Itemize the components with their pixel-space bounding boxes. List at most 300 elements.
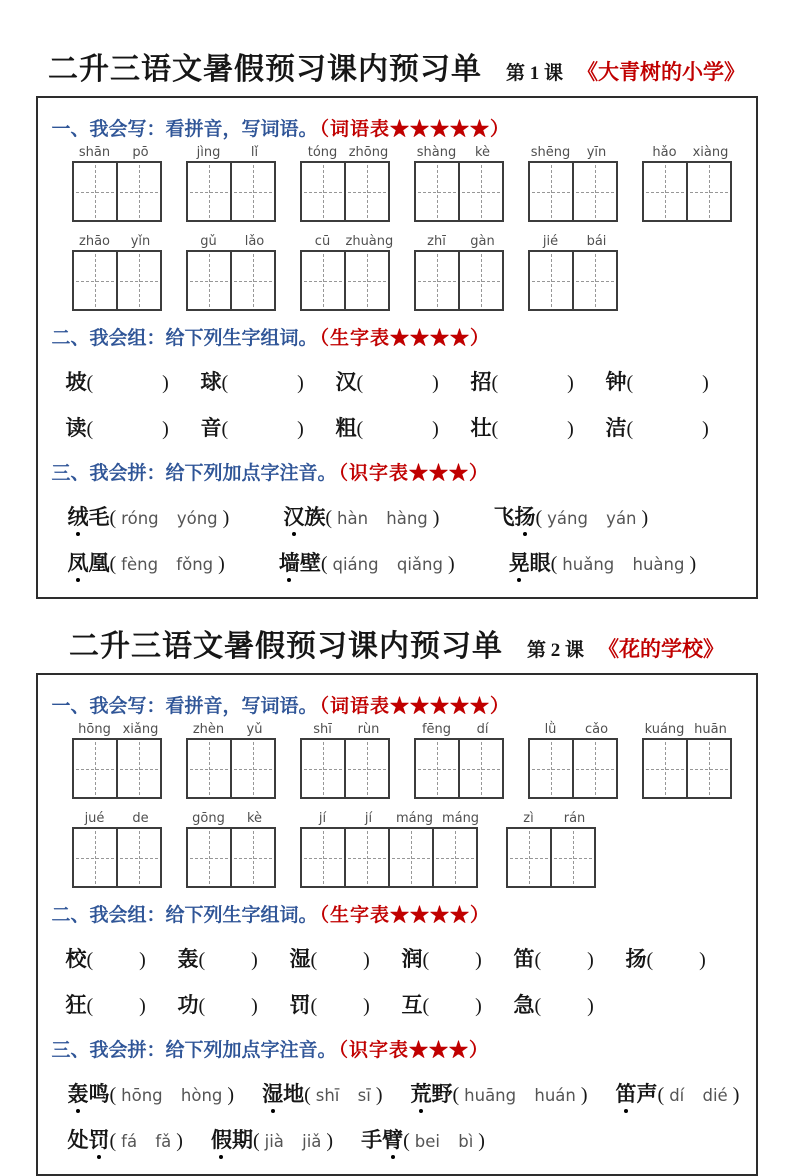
- pinyin-syllable-label: shān: [78, 145, 111, 160]
- hanzi-char: 音: [200, 416, 222, 440]
- writing-square[interactable]: [230, 738, 276, 799]
- hanzi-char: 眼: [529, 551, 551, 575]
- writing-square-grid: [72, 250, 164, 311]
- open-paren: (: [109, 553, 117, 575]
- answer-blank[interactable]: [205, 964, 251, 966]
- pinyin-labels: [186, 811, 278, 826]
- pinyin-labels: [186, 722, 278, 737]
- pinyin-word-group: [72, 722, 164, 799]
- writing-square[interactable]: [572, 250, 618, 311]
- close-paren: ): [176, 1130, 183, 1152]
- answer-blank[interactable]: [541, 964, 587, 966]
- hanzi-char: 校: [65, 947, 87, 971]
- worksheet-box: [36, 673, 758, 1176]
- writing-square[interactable]: [432, 827, 478, 888]
- pinyin-word-group: [72, 234, 164, 311]
- pinyin-syllable-label: cǎo: [584, 722, 609, 737]
- pinyin-labels: [642, 722, 734, 737]
- writing-square-grid: [528, 738, 620, 799]
- vocab-item: [471, 412, 606, 442]
- pinyin-word-group: [72, 145, 164, 222]
- answer-blank[interactable]: [363, 433, 432, 435]
- vocab-item: [471, 366, 606, 396]
- annotation-word: [211, 1128, 253, 1152]
- vocab-item: [201, 366, 336, 396]
- pinyin-writing-area: [52, 145, 742, 311]
- close-paren: ): [222, 507, 230, 529]
- pinyin-word-group: [642, 145, 734, 222]
- pinyin-options[interactable]: huǎng huàng: [562, 555, 685, 574]
- writing-square[interactable]: [506, 827, 552, 888]
- vocab-row: [52, 366, 742, 396]
- pinyin-syllable-label: lǐ: [250, 145, 259, 160]
- close-paren: ): [732, 1084, 740, 1106]
- pinyin-labels: [72, 234, 164, 249]
- hanzi-char: 笛: [513, 947, 535, 971]
- vocab-item: [66, 943, 178, 973]
- hanzi-char: 罚: [289, 993, 311, 1017]
- writing-square-grid: [414, 161, 506, 222]
- open-paren: (: [320, 553, 328, 575]
- pinyin-word-group: [528, 722, 620, 799]
- annotation-word: [262, 1082, 304, 1106]
- hanzi-char: 读: [65, 416, 87, 440]
- pinyin-syllable-label: hǎo: [652, 145, 677, 160]
- pinyin-word-group: [642, 722, 734, 799]
- close-paren: ): [363, 995, 370, 1017]
- answer-blank[interactable]: [653, 964, 699, 966]
- hanzi-char: 功: [177, 993, 199, 1017]
- close-paren: ): [326, 1130, 334, 1152]
- close-paren: ): [251, 949, 258, 971]
- pinyin-word-group: [186, 811, 278, 888]
- pinyin-syllable-label: gǔ: [200, 234, 217, 249]
- writing-square[interactable]: [572, 738, 618, 799]
- vocab-area: [52, 366, 742, 442]
- dotted-char: 晃: [509, 547, 530, 577]
- annotation-item: [211, 1124, 333, 1154]
- pinyin-box-row: [52, 145, 742, 222]
- open-paren: (: [109, 1130, 117, 1152]
- writing-square[interactable]: [72, 161, 118, 222]
- pinyin-labels: [72, 811, 164, 826]
- dotted-char: 罚: [89, 1124, 110, 1154]
- writing-square[interactable]: [344, 250, 390, 311]
- open-paren: (: [534, 949, 542, 971]
- vocab-item: [201, 412, 336, 442]
- writing-square[interactable]: [116, 827, 162, 888]
- pinyin-word-group: [72, 811, 164, 888]
- writing-square[interactable]: [686, 738, 732, 799]
- dotted-char: 笛: [616, 1078, 637, 1108]
- close-paren: ): [139, 949, 146, 971]
- writing-square-grid: [72, 161, 164, 222]
- writing-square-grid: [72, 738, 164, 799]
- open-paren: (: [198, 995, 206, 1017]
- lesson-book-title: 《花的学校》: [598, 637, 724, 661]
- answer-blank[interactable]: [317, 964, 363, 966]
- section-group-header: [52, 323, 742, 350]
- dotted-char: 墙: [279, 547, 300, 577]
- hanzi-char: 毛: [88, 505, 110, 529]
- pinyin-word-group: [300, 234, 392, 311]
- vocab-item: [336, 412, 471, 442]
- writing-square[interactable]: [72, 250, 118, 311]
- vocab-item: [66, 366, 201, 396]
- annotation-item: [361, 1124, 485, 1154]
- writing-square[interactable]: [230, 250, 276, 311]
- section-header-text: 一、我会写：看拼音，写词语。: [51, 696, 318, 717]
- dotted-char: 臂: [382, 1124, 403, 1154]
- pinyin-labels: [528, 145, 620, 160]
- writing-square-grid: [186, 738, 278, 799]
- open-paren: (: [221, 372, 229, 394]
- writing-square[interactable]: [550, 827, 596, 888]
- close-paren: ): [702, 418, 709, 440]
- hanzi-char: 野: [431, 1082, 453, 1106]
- pinyin-labels: [506, 811, 598, 826]
- writing-square-grid: [300, 250, 392, 311]
- writing-square[interactable]: [186, 827, 232, 888]
- vocab-row: [52, 412, 742, 442]
- writing-square[interactable]: [642, 738, 688, 799]
- pinyin-syllable-label: shī: [313, 722, 332, 737]
- writing-square[interactable]: [186, 250, 232, 311]
- hanzi-char: 期: [231, 1128, 253, 1152]
- open-paren: (: [626, 372, 634, 394]
- vocab-item: [290, 943, 402, 973]
- close-paren: ): [363, 949, 370, 971]
- open-paren: (: [198, 949, 206, 971]
- writing-square[interactable]: [686, 161, 732, 222]
- annotation-word: [509, 551, 551, 575]
- dotted-char: 凤: [68, 547, 89, 577]
- hanzi-char: 钟: [605, 370, 627, 394]
- annotation-item: [279, 547, 455, 577]
- lesson-book-title: 《大青树的小学》: [577, 60, 745, 84]
- pinyin-syllable-label: lǜ: [544, 722, 557, 737]
- writing-square[interactable]: [344, 161, 390, 222]
- writing-square[interactable]: [458, 738, 504, 799]
- answer-blank[interactable]: [228, 433, 297, 435]
- open-paren: (: [310, 949, 318, 971]
- worksheet-lesson-1: [0, 44, 793, 599]
- close-paren: ): [251, 995, 258, 1017]
- writing-square[interactable]: [414, 738, 460, 799]
- writing-square[interactable]: [300, 738, 346, 799]
- close-paren: ): [432, 372, 439, 394]
- pinyin-syllable-label: jué: [84, 811, 105, 826]
- pinyin-labels: [528, 722, 620, 737]
- vocab-item: [606, 412, 741, 442]
- writing-square-grid: [414, 250, 506, 311]
- answer-blank[interactable]: [498, 433, 567, 435]
- annotation-item: [68, 501, 230, 531]
- pinyin-box-row: [52, 234, 742, 311]
- writing-square[interactable]: [116, 738, 162, 799]
- pinyin-options[interactable]: shī sī: [315, 1086, 371, 1105]
- annotation-word: [68, 505, 110, 529]
- dotted-char: 绒: [68, 501, 89, 531]
- section-header-tag: （生字表★★★★）: [319, 328, 491, 349]
- close-paren: ): [218, 553, 225, 575]
- main-title: 二升三语文暑假预习课内预习单: [68, 630, 503, 663]
- pinyin-syllable-label: dí: [476, 722, 489, 737]
- writing-square[interactable]: [344, 827, 390, 888]
- pinyin-syllable-label: zì: [523, 811, 534, 826]
- close-paren: ): [162, 372, 169, 394]
- dotted-char: 轰: [68, 1078, 89, 1108]
- pinyin-labels: [72, 145, 164, 160]
- main-title: 二升三语文暑假预习课内预习单: [47, 53, 482, 86]
- pinyin-options[interactable]: fá fǎ: [121, 1132, 172, 1151]
- writing-square[interactable]: [572, 161, 618, 222]
- hanzi-char: 凰: [88, 551, 110, 575]
- hanzi-char: 招: [470, 370, 492, 394]
- answer-blank[interactable]: [429, 1010, 475, 1012]
- vocab-item: [336, 366, 471, 396]
- pinyin-syllable-label: xiàng: [692, 145, 729, 160]
- vocab-item: [178, 943, 290, 973]
- pinyin-syllable-label: xiǎng: [122, 722, 159, 737]
- annotation-item: [68, 547, 225, 577]
- vocab-item: [66, 989, 178, 1019]
- open-paren: (: [550, 553, 558, 575]
- section-header-tag: （词语表★★★★★）: [319, 119, 511, 140]
- pinyin-word-group: [300, 811, 484, 888]
- pinyin-syllable-label: rán: [563, 811, 586, 826]
- open-paren: (: [109, 507, 117, 529]
- writing-square[interactable]: [230, 827, 276, 888]
- open-paren: (: [221, 418, 229, 440]
- close-paren: ): [478, 1130, 485, 1152]
- answer-blank[interactable]: [205, 1010, 251, 1012]
- writing-square[interactable]: [116, 250, 162, 311]
- vocab-item: [290, 989, 402, 1019]
- pinyin-syllable-label: máng: [395, 811, 434, 826]
- pinyin-syllable-label: zhāo: [79, 234, 110, 249]
- annotation-word: [68, 551, 110, 575]
- pinyin-syllable-label: shàng: [416, 145, 457, 160]
- open-paren: (: [109, 1084, 117, 1106]
- open-paren: (: [646, 949, 654, 971]
- hanzi-char: 壮: [470, 416, 492, 440]
- pinyin-syllable-label: lǎo: [244, 234, 265, 249]
- pinyin-syllable-label: kè: [246, 811, 263, 826]
- pinyin-options[interactable]: róng yóng: [121, 509, 218, 528]
- close-paren: ): [475, 995, 482, 1017]
- hanzi-char: 鸣: [88, 1082, 110, 1106]
- pinyin-labels: [414, 722, 506, 737]
- pinyin-syllable-label: kuáng: [644, 722, 685, 737]
- answer-blank[interactable]: [93, 964, 139, 966]
- writing-square[interactable]: [116, 161, 162, 222]
- annotation-row: [52, 1078, 742, 1108]
- pinyin-syllable-label: zhuàng: [345, 234, 394, 249]
- answer-blank[interactable]: [317, 1010, 363, 1012]
- section-header-text: 一、我会写：看拼音，写词语。: [51, 119, 318, 140]
- pinyin-syllable-label: cū: [314, 234, 331, 249]
- writing-square[interactable]: [300, 250, 346, 311]
- answer-blank[interactable]: [93, 1010, 139, 1012]
- pinyin-syllable-label: hōng: [78, 722, 111, 737]
- writing-square[interactable]: [300, 827, 346, 888]
- vocab-item: [178, 989, 290, 1019]
- pinyin-syllable-label: jí: [364, 811, 373, 826]
- writing-square[interactable]: [528, 738, 574, 799]
- annotation-word: [279, 551, 321, 575]
- section-header-text: 三、我会拼：给下列加点字注音。: [51, 463, 337, 484]
- open-paren: (: [403, 1130, 410, 1152]
- pinyin-options[interactable]: bei bì: [414, 1132, 474, 1151]
- pinyin-options[interactable]: jià jiǎ: [264, 1132, 322, 1151]
- open-paren: (: [422, 995, 430, 1017]
- annotation-item: [410, 1078, 587, 1108]
- pinyin-syllable-label: kè: [474, 145, 491, 160]
- answer-blank[interactable]: [363, 387, 432, 389]
- pinyin-syllable-label: rùn: [357, 722, 380, 737]
- pinyin-word-group: [186, 145, 278, 222]
- writing-square[interactable]: [300, 161, 346, 222]
- open-paren: (: [491, 418, 499, 440]
- vocab-item: [402, 989, 514, 1019]
- annotation-word: [283, 505, 325, 529]
- answer-blank[interactable]: [498, 387, 567, 389]
- pinyin-syllable-label: zhī: [427, 234, 446, 249]
- section-header-tag: （识字表★★★）: [338, 463, 490, 484]
- hanzi-char: 飞: [493, 505, 515, 529]
- close-paren: ): [580, 1084, 588, 1106]
- open-paren: (: [252, 1130, 260, 1152]
- pinyin-options[interactable]: hàn hàng: [337, 509, 428, 528]
- hanzi-char: 处: [67, 1128, 89, 1152]
- open-paren: (: [356, 418, 364, 440]
- section-header-text: 二、我会组：给下列生字组词。: [51, 328, 318, 349]
- dotted-char: 扬: [514, 501, 535, 531]
- pinyin-options[interactable]: qiáng qiǎng: [332, 555, 443, 574]
- pinyin-syllable-label: jìng: [196, 145, 221, 160]
- writing-square-grid: [506, 827, 598, 888]
- annotation-row: [52, 1124, 742, 1154]
- open-paren: (: [86, 418, 94, 440]
- pinyin-labels: [72, 722, 164, 737]
- hanzi-char: 手: [361, 1128, 383, 1152]
- vocab-row: [52, 943, 742, 973]
- pinyin-options[interactable]: yáng yán: [547, 509, 637, 528]
- hanzi-char: 汉: [335, 370, 357, 394]
- pinyin-syllable-label: shēng: [530, 145, 571, 160]
- annotation-item: [493, 501, 648, 531]
- pinyin-labels: [300, 722, 392, 737]
- answer-blank[interactable]: [429, 964, 475, 966]
- answer-blank[interactable]: [633, 433, 702, 435]
- writing-square-grid: [642, 161, 734, 222]
- hanzi-char: 地: [283, 1082, 305, 1106]
- pinyin-labels: [300, 811, 484, 826]
- writing-square[interactable]: [528, 161, 574, 222]
- writing-square[interactable]: [642, 161, 688, 222]
- answer-blank[interactable]: [93, 387, 162, 389]
- writing-square-grid: [300, 827, 484, 888]
- answer-blank[interactable]: [633, 387, 702, 389]
- page-title: [0, 44, 793, 88]
- writing-square[interactable]: [72, 738, 118, 799]
- writing-square[interactable]: [344, 738, 390, 799]
- pinyin-syllable-label: yǔ: [246, 722, 263, 737]
- pinyin-syllable-label: tóng: [307, 145, 338, 160]
- pinyin-syllable-label: zhèn: [192, 722, 225, 737]
- writing-square[interactable]: [72, 827, 118, 888]
- answer-blank[interactable]: [93, 433, 162, 435]
- answer-blank[interactable]: [541, 1010, 587, 1012]
- open-paren: (: [422, 949, 430, 971]
- pinyin-word-group: [506, 811, 598, 888]
- open-paren: (: [491, 372, 499, 394]
- writing-square-grid: [414, 738, 506, 799]
- close-paren: ): [297, 418, 304, 440]
- writing-square-grid: [300, 161, 392, 222]
- pinyin-syllable-label: yīn: [586, 145, 607, 160]
- writing-square[interactable]: [186, 738, 232, 799]
- writing-square[interactable]: [230, 161, 276, 222]
- pinyin-box-row: [52, 722, 742, 799]
- pinyin-options[interactable]: huāng huán: [464, 1086, 576, 1105]
- close-paren: ): [641, 507, 649, 529]
- section-header-text: 三、我会拼：给下列加点字注音。: [51, 1040, 337, 1061]
- writing-square[interactable]: [414, 250, 460, 311]
- open-paren: (: [626, 418, 634, 440]
- open-paren: (: [86, 372, 94, 394]
- pinyin-syllable-label: bái: [586, 234, 607, 249]
- close-paren: ): [432, 418, 439, 440]
- section-header-text: 二、我会组：给下列生字组词。: [51, 905, 318, 926]
- section-pinyin-header: [52, 458, 742, 485]
- annotation-word: [361, 1128, 403, 1152]
- dotted-char: 假: [211, 1124, 232, 1154]
- pinyin-options[interactable]: hōng hòng: [121, 1086, 223, 1105]
- pinyin-syllable-label: gàn: [470, 234, 495, 249]
- answer-blank[interactable]: [228, 387, 297, 389]
- close-paren: ): [375, 1084, 383, 1106]
- pinyin-word-group: [528, 145, 620, 222]
- close-paren: ): [139, 995, 146, 1017]
- pinyin-options[interactable]: dí dié: [669, 1086, 728, 1105]
- vocab-item: [606, 366, 741, 396]
- section-write-header: [52, 691, 742, 718]
- pinyin-syllable-label: fēng: [421, 722, 452, 737]
- writing-square[interactable]: [186, 161, 232, 222]
- pinyin-options[interactable]: fèng fǒng: [121, 555, 214, 574]
- writing-square[interactable]: [414, 161, 460, 222]
- pinyin-word-group: [414, 234, 506, 311]
- pinyin-labels: [300, 145, 392, 160]
- writing-square[interactable]: [458, 161, 504, 222]
- pinyin-syllable-label: jí: [318, 811, 327, 826]
- writing-square[interactable]: [388, 827, 434, 888]
- close-paren: ): [699, 949, 706, 971]
- annotation-item: [262, 1078, 382, 1108]
- writing-square[interactable]: [458, 250, 504, 311]
- section-header-tag: （识字表★★★）: [338, 1040, 490, 1061]
- annotation-item: [509, 547, 697, 577]
- vocab-item: [626, 943, 738, 973]
- close-paren: ): [447, 553, 455, 575]
- writing-square[interactable]: [528, 250, 574, 311]
- open-paren: (: [325, 507, 332, 529]
- annotation-row: [52, 501, 742, 531]
- hanzi-char: 狂: [65, 993, 87, 1017]
- open-paren: (: [86, 949, 94, 971]
